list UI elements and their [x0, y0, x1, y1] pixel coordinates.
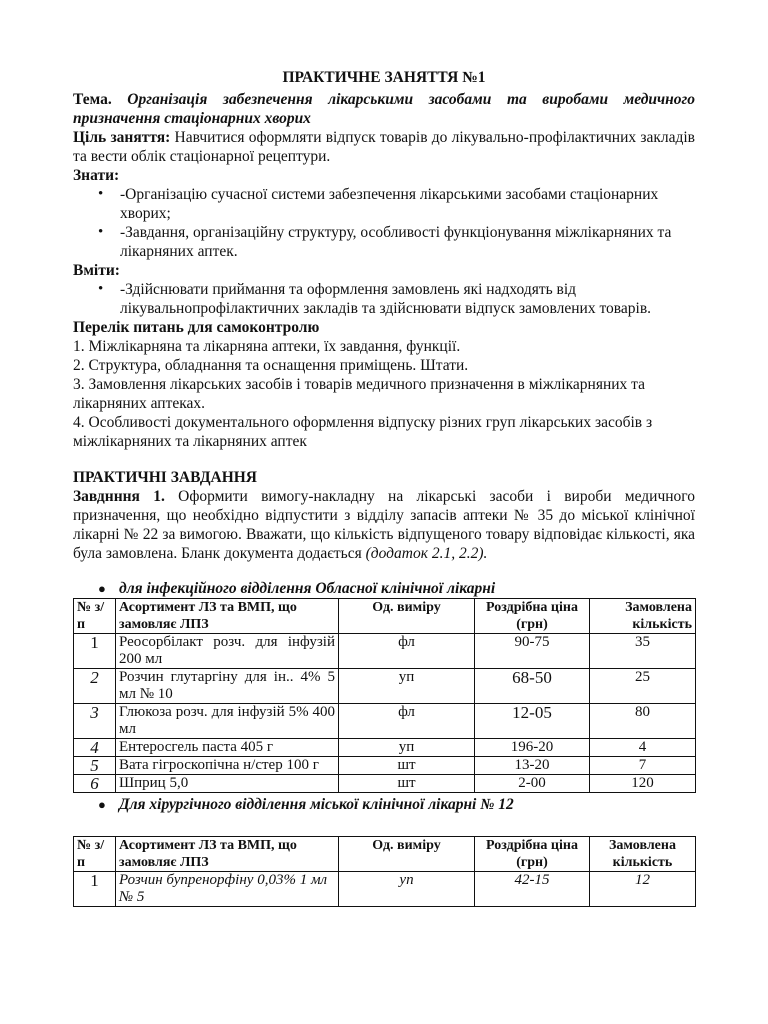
- question-item: 4. Особливості документального оформлення відпуску різних груп лікарських засобів з міжлікарняних та лікарняних аптек: [73, 414, 653, 450]
- col-header-qty: Замовлена кількість: [590, 599, 696, 634]
- cell-price: 68-50: [475, 669, 590, 704]
- col-header-number: № з/п: [74, 599, 116, 634]
- col-header-unit: Од. виміру: [339, 599, 475, 634]
- cell-unit: шт: [339, 757, 475, 775]
- task1-ref: (додаток 2.1, 2.2).: [365, 545, 488, 562]
- know-label: Знати:: [73, 167, 120, 184]
- table-row: [74, 704, 696, 739]
- cell-name: Ентеросгель паста 405 г: [116, 739, 339, 757]
- goal-text: Навчитися оформляти відпуск товарів до лікувально-профілактичних закладів та вести облік стаціонарної рецептури.: [73, 129, 695, 165]
- table-row: [74, 872, 696, 907]
- cell-name: Розчин глутаргіну для ін.. 4% 5 мл № 10: [116, 669, 339, 704]
- skills-list: [73, 280, 695, 318]
- question-item: 3. Замовлення лікарських засобів і товарів медичного призначення в міжлікарняних та лікарняних аптеках.: [73, 376, 646, 412]
- cell-price: 13-20: [475, 757, 590, 775]
- question-item: 2. Структура, обладнання та оснащення приміщень. Штати.: [73, 357, 469, 374]
- cell-name: Реосорбілакт розч. для інфузій 200 мл: [116, 634, 339, 669]
- skills-label: Вміти:: [73, 262, 120, 279]
- cell-price: 42-15: [475, 872, 590, 907]
- bullet-icon: ●: [98, 797, 106, 812]
- page-title: ПРАКТИЧНЕ ЗАНЯТТЯ №1: [282, 69, 486, 86]
- skills-item: • -Здійснювати приймання та оформлення замовлень які надходять від лікувальнопрофілактичних закладів та здійснювати відпуск замовлених товарів.: [98, 281, 652, 317]
- cell-number: 5: [74, 757, 116, 775]
- table-row: [74, 775, 696, 793]
- table-row: [74, 634, 696, 669]
- cell-name: Шприц 5,0: [116, 775, 339, 793]
- know-item: • -Завдання, організаційну структуру, особливості функціонування міжлікарняних та лікарняних аптек.: [98, 224, 672, 260]
- cell-name: Вата гігроскопічна н/стер 100 г: [116, 757, 339, 775]
- cell-unit: фл: [339, 634, 475, 669]
- table-header-row: [74, 837, 696, 872]
- col-header-qty: Замовлена кількість: [590, 837, 696, 872]
- col-header-assortment: Асортимент ЛЗ та ВМП, що замовляє ЛПЗ: [116, 599, 339, 634]
- cell-unit: уп: [339, 872, 475, 907]
- goal-label: Ціль заняття:: [73, 129, 171, 146]
- cell-number: 3: [74, 704, 116, 739]
- task1-label: Завднння 1.: [73, 488, 165, 505]
- task1-text: Оформити вимогу-накладну на лікарські засоби і вироби медичного призначення, що необхідно відпустити з відділу запасів аптеки № 35 до міської клінічної лікарні № 22 за вимогою. Вважати, що кількість відпущеного товару відповідає кількості, яка була замовлена. Бланк документа додається: [73, 488, 696, 562]
- cell-number: 1: [74, 872, 116, 907]
- dept2-title: ● Для хірургічного відділення міської клінічної лікарні № 12: [98, 796, 514, 813]
- document-page: [73, 68, 695, 907]
- col-header-price: Роздрібна ціна (грн): [475, 599, 590, 634]
- col-header-assortment: Асортимент ЛЗ та ВМП, що замовляє ЛПЗ: [116, 837, 339, 872]
- cell-name: Глюкоза розч. для інфузій 5% 400 мл: [116, 704, 339, 739]
- cell-qty: 25: [590, 669, 696, 704]
- cell-unit: фл: [339, 704, 475, 739]
- cell-qty: 80: [590, 704, 696, 739]
- topic-label: Тема.: [73, 91, 112, 108]
- dept1-table: [73, 598, 696, 793]
- table-row: [74, 739, 696, 757]
- table-row: [74, 757, 696, 775]
- cell-unit: уп: [339, 739, 475, 757]
- know-list: [73, 185, 695, 261]
- topic-text: Організація забезпечення лікарськими засобами та виробами медичного призначення стаціонарних хворих: [73, 91, 696, 127]
- table-row: [74, 669, 696, 704]
- dept1-title: ● для інфекційного відділення Обласної клінічної лікарні: [98, 580, 496, 597]
- cell-price: 196-20: [475, 739, 590, 757]
- bullet-icon: •: [98, 186, 104, 202]
- questions-label: Перелік питань для самоконтролю: [73, 319, 320, 336]
- cell-name: Розчин бупренорфіну 0,03% 1 мл № 5: [116, 872, 339, 907]
- bullet-icon: ●: [98, 581, 106, 596]
- cell-price: 2-00: [475, 775, 590, 793]
- topic-paragraph: [73, 90, 695, 128]
- col-header-unit: Од. виміру: [339, 837, 475, 872]
- cell-unit: шт: [339, 775, 475, 793]
- col-header-price: Роздрібна ціна (грн): [475, 837, 590, 872]
- cell-number: 1: [74, 634, 116, 669]
- cell-qty: 12: [590, 872, 696, 907]
- cell-number: 4: [74, 739, 116, 757]
- question-item: 1. Міжлікарняна та лікарняна аптеки, їх завдання, функції.: [73, 338, 461, 355]
- tasks-heading: ПРАКТИЧНІ ЗАВДАННЯ: [73, 469, 257, 486]
- bullet-icon: •: [98, 224, 104, 240]
- cell-number: 6: [74, 775, 116, 793]
- know-item: • -Організацію сучасної системи забезпечення лікарськими засобами стаціонарних хворих;: [98, 186, 659, 222]
- bullet-icon: •: [98, 281, 104, 297]
- cell-price: 12-05: [475, 704, 590, 739]
- table-header-row: [74, 599, 696, 634]
- cell-qty: 7: [590, 757, 696, 775]
- cell-unit: уп: [339, 669, 475, 704]
- dept2-table: [73, 836, 696, 907]
- cell-qty: 120: [590, 775, 696, 793]
- cell-qty: 35: [590, 634, 696, 669]
- cell-number: 2: [74, 669, 116, 704]
- goal-paragraph: [73, 128, 695, 166]
- cell-qty: 4: [590, 739, 696, 757]
- cell-price: 90-75: [475, 634, 590, 669]
- col-header-number: № з/п: [74, 837, 116, 872]
- task1-paragraph: [73, 487, 695, 563]
